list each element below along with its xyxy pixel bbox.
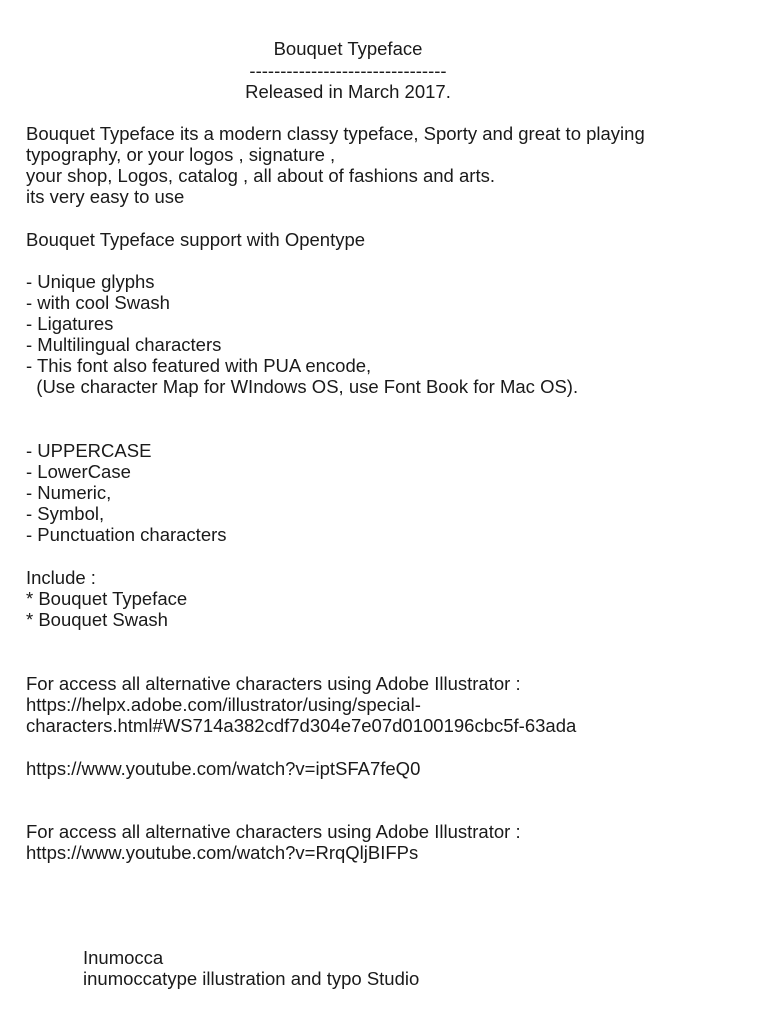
intro-line: its very easy to use bbox=[26, 186, 185, 207]
support-heading: Bouquet Typeface support with Opentype bbox=[26, 229, 366, 250]
intro-line: your shop, Logos, catalog , all about of fashions and arts. bbox=[26, 165, 495, 186]
feature-item: - This font also featured with PUA encode, bbox=[26, 355, 372, 376]
document-title: Bouquet Typeface bbox=[273, 38, 423, 59]
charset-item: - UPPERCASE bbox=[26, 440, 152, 461]
charset-item: - Symbol, bbox=[26, 503, 105, 524]
author-name: Inumocca bbox=[83, 947, 164, 968]
release-date: Released in March 2017. bbox=[245, 81, 451, 102]
include-item: * Bouquet Swash bbox=[26, 609, 168, 630]
studio-name: inumoccatype illustration and typo Studio bbox=[83, 968, 420, 989]
access-instructions: For access all alternative characters using Adobe Illustrator : bbox=[26, 673, 521, 694]
feature-item: - with cool Swash bbox=[26, 292, 170, 313]
feature-item: - Unique glyphs bbox=[26, 271, 155, 292]
include-item: * Bouquet Typeface bbox=[26, 588, 188, 609]
youtube-link: https://www.youtube.com/watch?v=iptSFA7feQ0 bbox=[26, 758, 421, 779]
title-separator: -------------------------------- bbox=[249, 60, 447, 81]
adobe-help-link-continued: characters.html#WS714a382cdf7d304e7e07d0100196cbc5f-63ada bbox=[26, 715, 577, 736]
charset-item: - Punctuation characters bbox=[26, 524, 227, 545]
feature-item: - Ligatures bbox=[26, 313, 114, 334]
intro-line: typography, or your logos , signature , bbox=[26, 144, 336, 165]
charset-item: - Numeric, bbox=[26, 482, 112, 503]
intro-line: Bouquet Typeface its a modern classy typeface, Sporty and great to playing bbox=[26, 123, 645, 144]
youtube-link: https://www.youtube.com/watch?v=RrqQljBIFPs bbox=[26, 842, 419, 863]
feature-item: (Use character Map for WIndows OS, use Font Book for Mac OS). bbox=[26, 376, 579, 397]
access-instructions: For access all alternative characters using Adobe Illustrator : bbox=[26, 821, 521, 842]
feature-item: - Multilingual characters bbox=[26, 334, 222, 355]
charset-item: - LowerCase bbox=[26, 461, 131, 482]
adobe-help-link: https://helpx.adobe.com/illustrator/using/special- bbox=[26, 694, 421, 715]
include-heading: Include : bbox=[26, 567, 96, 588]
